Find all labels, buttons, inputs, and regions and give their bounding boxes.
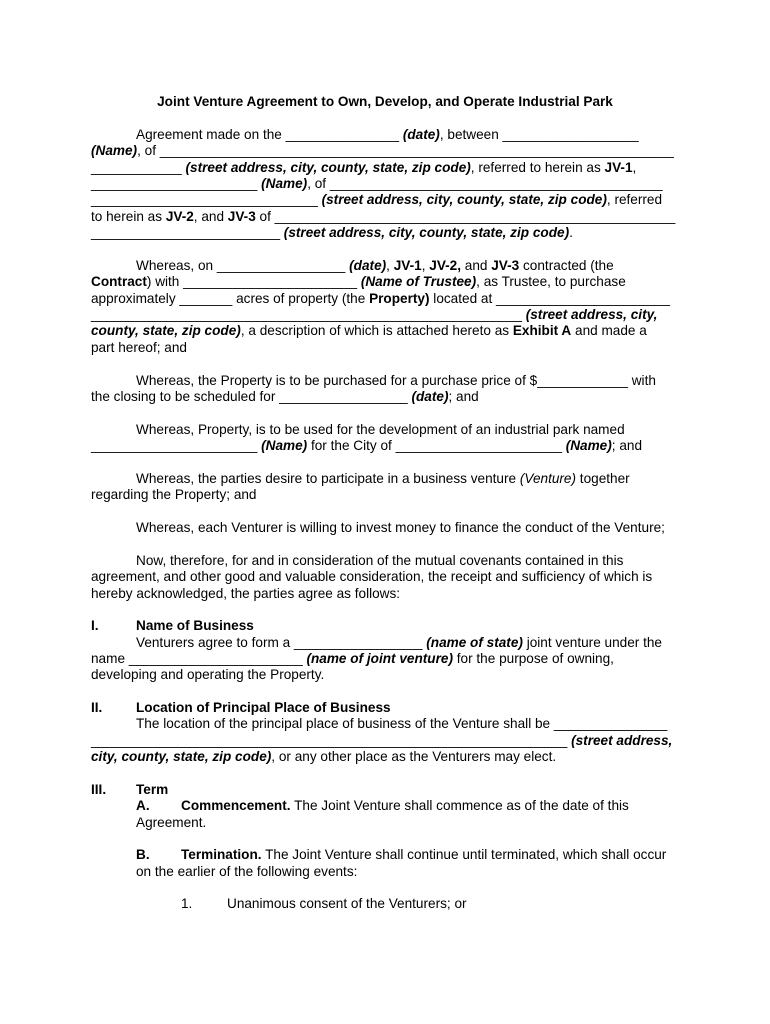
para7-line1: Now, therefore, for and in consideration of the mutual covenants contained in this	[136, 553, 624, 568]
para2-line5: county, state, zip code), a description of which is attached hereto as Exhibit A and made a	[91, 323, 647, 338]
para6-line1: Whereas, each Venturer is willing to invest money to finance the conduct of the Venture;	[136, 520, 665, 535]
section3-item1-number: 1.	[181, 896, 193, 911]
section2-heading: Location of Principal Place of Business	[136, 700, 391, 715]
para2-line3: approximately _______ acres of property (the Property) located at _______________________	[91, 291, 670, 306]
para4-line1: Whereas, Property, is to be used for the development of an industrial park named	[136, 422, 625, 437]
para2-line6: part hereof; and	[91, 340, 187, 355]
section1-line3: developing and operating the Property.	[91, 667, 325, 682]
para1-line7: _________________________ (street address, city, county, state, zip code).	[91, 225, 573, 240]
para1-line3: ____________ (street address, city, county, state, zip code), referred to herein as JV-1,	[91, 160, 637, 175]
section1-heading: Name of Business	[136, 618, 254, 633]
section1-line1: Venturers agree to form a _________________ (name of state) joint venture under the	[136, 635, 662, 650]
section3-heading: Term	[136, 782, 169, 797]
para3-line1: Whereas, the Property is to be purchased for a purchase price of $____________ with	[136, 373, 656, 388]
section3-a-line1: Commencement. The Joint Venture shall commence as of the date of this	[181, 798, 629, 813]
para5-line2: regarding the Property; and	[91, 487, 257, 502]
document-title: Joint Venture Agreement to Own, Develop, and Operate Industrial Park	[157, 94, 613, 109]
para2-line2: Contract) with _______________________ (Name of Trustee), as Trustee, to purchase	[91, 274, 626, 289]
section1-line2: name _______________________ (name of joint venture) for the purpose of owning,	[91, 651, 614, 666]
para1-line4: ______________________ (Name), of ____________________________________________	[91, 176, 663, 191]
section3-a-line2: Agreement.	[136, 815, 207, 830]
section2-number: II.	[91, 700, 103, 715]
para2-line4: _________________________________________________________ (street address, city,	[91, 307, 658, 322]
para5-line1: Whereas, the parties desire to participate in a business venture (Venture) together	[136, 471, 630, 486]
para7-line3: hereby acknowledged, the parties agree as follows:	[91, 586, 401, 601]
para4-line2: ______________________ (Name) for the City of ______________________ (Name); and	[91, 438, 642, 453]
section2-line1: The location of the principal place of business of the Venture shall be _______________	[136, 716, 668, 731]
para1-line6: to herein as JV-2, and JV-3 of _____________________________________________________	[91, 209, 676, 224]
section3-b-line2: on the earlier of the following events:	[136, 864, 358, 879]
section1-number: I.	[91, 618, 99, 633]
section3-b-label: B.	[136, 847, 150, 862]
section2-line3: city, county, state, zip code), or any other place as the Venturers may elect.	[91, 749, 557, 764]
para1-line1: Agreement made on the _______________ (date), between __________________	[136, 127, 639, 142]
section2-line2: _______________________________________________________________ (street address,	[91, 733, 673, 748]
section3-number: III.	[91, 782, 107, 797]
para7-line2: agreement, and other good and valuable consideration, the receipt and sufficiency of which is	[91, 569, 653, 584]
para3-line2: the closing to be scheduled for _________________ (date); and	[91, 389, 479, 404]
para2-line1: Whereas, on _________________ (date), JV-1, JV-2, and JV-3 contracted (the	[136, 258, 614, 273]
section3-item1-text: Unanimous consent of the Venturers; or	[227, 896, 467, 911]
para1-line2: (Name), of ____________________________________________________________________	[91, 143, 674, 158]
section3-b-line1: Termination. The Joint Venture shall continue until terminated, which shall occur	[181, 847, 667, 862]
para1-line5: ______________________________ (street address, city, county, state, zip code), referred	[91, 192, 663, 207]
section3-a-label: A.	[136, 798, 150, 813]
